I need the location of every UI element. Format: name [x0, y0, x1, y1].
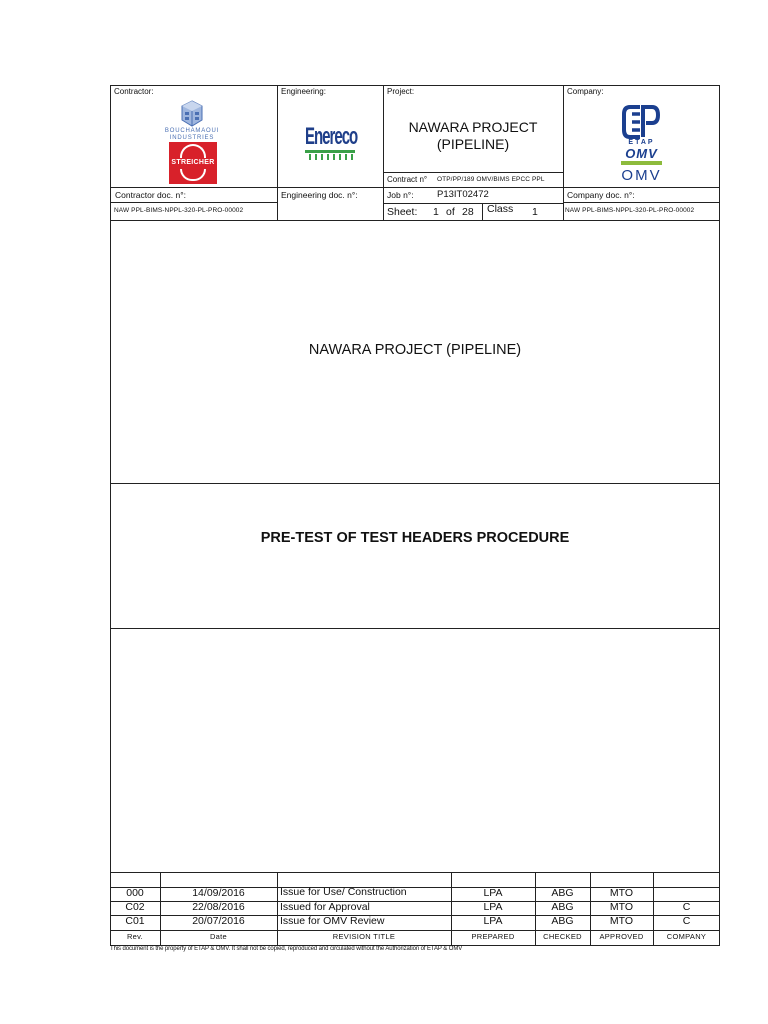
- sheet-label: Sheet:: [387, 206, 418, 218]
- section-divider-1: [110, 483, 720, 484]
- revision-date: 20/07/2016: [192, 915, 245, 927]
- sheet-class-divider: [482, 203, 483, 220]
- project-cell: [383, 85, 563, 172]
- streicher-name: STREICHER: [171, 159, 215, 166]
- contractor-doc-line: [110, 202, 277, 203]
- revision-title: Issue for OMV Review: [280, 915, 385, 927]
- header-prepared: PREPARED: [471, 932, 515, 941]
- streicher-arc: [180, 144, 206, 158]
- contractor-doc-value: NAW PPL-BIMS-NPPL-320-PL-PRO-00002: [114, 207, 244, 214]
- contractor-cell: [110, 85, 277, 187]
- bouchamaoui-logo-icon: [180, 100, 204, 128]
- bouchamaoui-name: BOUCHAMAOUI: [164, 128, 220, 134]
- bouchamaoui-subtitle: INDUSTRIES: [169, 135, 215, 141]
- contract-label: Contract n°: [387, 175, 428, 184]
- revision-approved: MTO: [609, 887, 634, 899]
- revision-rev: C01: [125, 915, 145, 927]
- header-date: Date: [209, 932, 228, 941]
- revision-row: [110, 887, 720, 901]
- contractor-doc-label: Contractor doc. n°:: [115, 190, 186, 200]
- omv-logo-icon: OMV: [625, 146, 658, 161]
- revision-table-top: [110, 872, 720, 873]
- company-doc-value: NAW PPL-BIMS-NPPL-320-PL-PRO-00002: [565, 207, 695, 214]
- sheet-number: 1: [433, 206, 439, 218]
- project-title-line2: (PIPELINE): [436, 136, 510, 152]
- revision-date: 14/09/2016: [192, 887, 245, 899]
- revision-approved: MTO: [609, 901, 634, 913]
- job-value: P13IT02472: [437, 189, 489, 200]
- contract-cell: [383, 172, 563, 187]
- revision-header-line: [110, 930, 720, 931]
- streicher-logo-icon: [169, 142, 217, 184]
- revision-prepared: LPA: [483, 887, 503, 899]
- sheet-of: of: [446, 206, 455, 218]
- omv-name: OMV: [621, 167, 662, 184]
- revision-approved: MTO: [609, 915, 634, 927]
- engineering-cell: [277, 85, 383, 187]
- revision-row: [110, 915, 720, 929]
- header-rev: Rev.: [126, 932, 144, 941]
- revision-checked: ABG: [551, 901, 574, 913]
- enereco-name: Enereco: [305, 123, 358, 151]
- project-label: Project:: [387, 87, 415, 96]
- revision-title: Issue for Use/ Construction: [280, 886, 407, 898]
- header-bottom-line: [110, 220, 720, 221]
- engineering-label: Engineering:: [281, 87, 326, 96]
- class-value: 1: [532, 206, 538, 218]
- revision-company: C: [682, 901, 691, 913]
- class-label: Class: [487, 203, 514, 215]
- revision-date: 22/08/2016: [192, 901, 245, 913]
- project-title-line1: NAWARA PROJECT: [408, 119, 538, 135]
- company-cell: [563, 85, 720, 187]
- revision-prepared: LPA: [483, 915, 503, 927]
- document-title: PRE-TEST OF TEST HEADERS PROCEDURE: [260, 530, 570, 546]
- revision-header-row: [110, 932, 720, 946]
- revision-rev: 000: [126, 887, 144, 899]
- company-label: Company:: [567, 87, 604, 96]
- header-revision-title: REVISION TITLE: [332, 932, 396, 941]
- revision-checked: ABG: [551, 887, 574, 899]
- revision-title: Issued for Approval: [280, 901, 370, 913]
- contract-value: OTP/PP/189 OMV/BIMS EPCC PPL: [437, 176, 545, 183]
- enereco-bars-icon: [305, 150, 355, 160]
- revision-row: [110, 901, 720, 915]
- header-divider: [110, 187, 720, 188]
- header-approved: APPROVED: [599, 932, 644, 941]
- revision-rev: C02: [125, 901, 145, 913]
- revision-prepared: LPA: [483, 901, 503, 913]
- revision-checked: ABG: [551, 915, 574, 927]
- header-company: COMPANY: [666, 932, 707, 941]
- company-doc-label: Company doc. n°:: [567, 190, 635, 200]
- section-divider-2: [110, 628, 720, 629]
- project-title: NAWARA PROJECT (PIPELINE): [308, 342, 522, 358]
- contractor-label: Contractor:: [114, 87, 154, 96]
- company-doc-line: [563, 202, 720, 203]
- omv-stripe: [621, 161, 662, 165]
- revision-company: C: [682, 915, 691, 927]
- etap-name: ETAP: [628, 139, 655, 146]
- enereco-logo: [305, 123, 358, 159]
- job-sheet-line: [383, 203, 563, 204]
- job-label: Job n°:: [387, 190, 414, 200]
- header-checked: CHECKED: [543, 932, 582, 941]
- streicher-arc-bottom: [180, 169, 206, 181]
- etap-logo-icon: [622, 104, 660, 140]
- footer-disclaimer: This document is the property of ETAP & OMV. It shall not be copied, reproduced and circulated without the Authorization of ETAP & OMV: [110, 946, 463, 952]
- engineering-doc-label: Engineering doc. n°:: [281, 190, 358, 200]
- sheet-total: 28: [462, 206, 474, 218]
